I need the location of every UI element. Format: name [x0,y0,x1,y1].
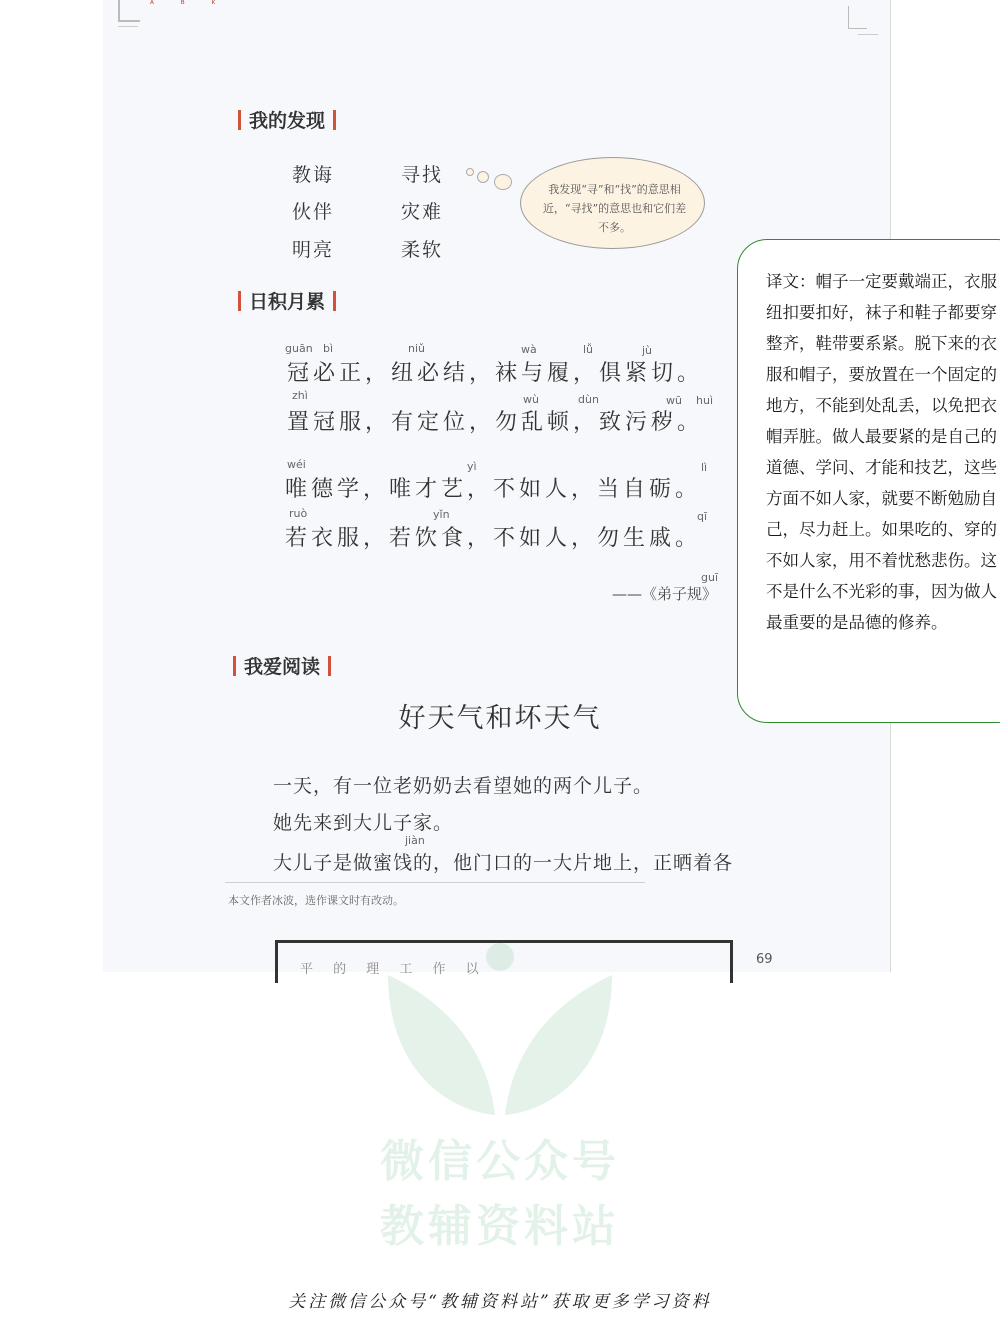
story-paragraph: 一天，有一位老奶奶去看望她的两个儿子。 [273,775,654,797]
footer-text: 关注微信公众号“教辅资料站”获取更多学习资料 [288,1292,712,1312]
pinyin: bì [323,342,334,355]
pinyin: zhì [292,389,308,402]
verse-line: 若衣服，若饮食，不如人，勿生戚。 [285,526,702,551]
thought-dot [494,174,512,190]
word-item: 灾难 [401,201,444,223]
story-paragraph: 她先来到大儿子家。 [273,812,454,834]
pinyin: dùn [578,393,599,406]
pinyin: yǐn [433,508,450,521]
word-item: 伙伴 [292,201,335,223]
accent-bar [238,110,241,130]
verse-line: 冠必正，纽必结，袜与履，俱紧切。 [287,361,704,386]
accent-bar [233,656,236,676]
pinyin: yì [467,460,477,473]
verse-line: 置冠服，有定位，勿乱顿，致污秽。 [287,410,704,435]
thought-dot [466,168,474,176]
story-title: 好天气和坏天气 [398,703,602,734]
thought-dot [477,171,489,183]
section-heading-accumulate [230,287,344,314]
pinyin: wà [521,343,537,356]
pinyin: huì [696,394,713,407]
accent-bar [328,656,331,676]
word-item: 寻找 [401,164,444,186]
pinyin: guī [701,571,719,584]
crop-mark-line [118,26,138,27]
watermark-logo-icon [383,935,617,1125]
accent-bar [238,291,241,311]
pinyin: jù [642,344,653,357]
story-paragraph: 大儿子是做蜜饯的，他门口的一大片地上，正晒着各 [273,852,734,874]
pinyin: wū [666,394,682,407]
verse-attribution: ——《弟子规》 [612,585,718,603]
crop-mark-top-right [848,6,867,29]
pinyin: jiàn [405,834,425,847]
verse-line: 唯德学，唯才艺，不如人，当自砺。 [285,477,702,502]
pinyin: guān [285,342,313,355]
pinyin: niǔ [408,342,425,355]
section-title: 我的发现 [249,110,326,132]
crop-mark-top-left [118,0,140,22]
page-corner-marks: ᴬ ᴮ ᴷ [150,0,228,10]
pinyin: qī [697,510,708,523]
pinyin: wù [523,393,539,406]
section-title: 日积月累 [249,291,326,313]
footnote: 本文作者冰波，选作课文时有改动。 [228,894,404,907]
box-text-cut: 平 的 理 工 作 以 [300,962,487,977]
section-heading-discovery [230,106,344,133]
pinyin: lì [701,461,708,474]
watermark-text: 教辅资料站 [380,1201,620,1252]
pinyin: wéi [287,458,306,471]
word-item: 柔软 [401,239,444,261]
accent-bar [333,291,336,311]
word-item: 教诲 [292,164,335,186]
page-number: 69 [756,952,773,967]
footnote-divider [225,882,645,883]
translation-callout: 译文：帽子一定要戴端正，衣服纽扣要扣好，袜子和鞋子都要穿整齐，鞋带要系紧。脱下来的衣服和帽子，要放置在一个固定的地方，不能到处乱丢，以免把衣帽弄脏。做人最要紧的是自己的道德、学问、才能和技艺，这些方面不如人家，就要不断勉励自己，尽力赶上。如果吃的、穿的不如人家，用不着忧愁悲伤。这不是什么不光彩的事，因为做人最重要的是品德的修养。 [737,239,1000,723]
pinyin: lǚ [583,343,594,356]
watermark-text: 微信公众号 [380,1136,620,1187]
crop-mark-line [858,34,878,35]
section-title: 我爱阅读 [244,656,321,678]
accent-bar [333,110,336,130]
pinyin: ruò [289,507,308,520]
word-item: 明亮 [292,239,335,261]
section-heading-reading [225,652,339,679]
thought-bubble: 我发现“寻”和“找”的意思相近，“寻找”的意思也和它们差不多。 [520,157,705,249]
